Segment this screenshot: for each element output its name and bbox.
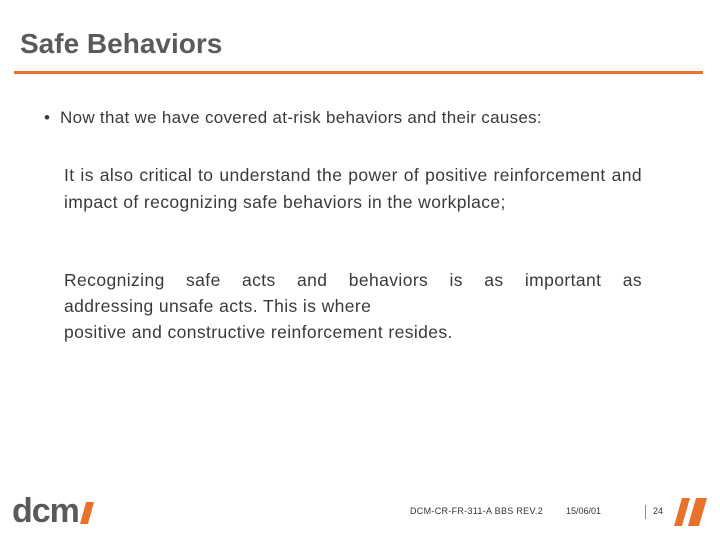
brand-slash-icon xyxy=(674,496,708,528)
paragraph-reinforcement: It is also critical to understand the power of positive reinforcement and impact of recognizing safe behaviors in the workplace; xyxy=(64,165,642,212)
logo-accent-slash xyxy=(80,502,94,524)
document-date: 15/06/01 xyxy=(566,506,602,516)
page-number: 24 xyxy=(653,506,664,516)
slide-title: Safe Behaviors xyxy=(20,28,223,59)
bullet-text: Now that we have covered at-risk behaviors and their causes: xyxy=(60,108,542,127)
paragraph-line: addressing unsafe acts. This is where xyxy=(64,296,372,316)
title-underline xyxy=(14,71,703,74)
footer-separator xyxy=(645,505,646,519)
bullet-item xyxy=(44,108,684,128)
bullet-dot-icon: • xyxy=(44,108,51,127)
document-code: DCM-CR-FR-311-A BBS REV.2 xyxy=(410,506,544,516)
logo-text: dcm xyxy=(12,494,79,528)
paragraph-recognizing xyxy=(64,267,642,345)
paragraph-line: Recognizing safe acts and behaviors is as important as xyxy=(64,270,642,290)
paragraph-line: positive and constructive reinforcement resides. xyxy=(64,322,453,342)
dcm-logo xyxy=(12,494,104,528)
